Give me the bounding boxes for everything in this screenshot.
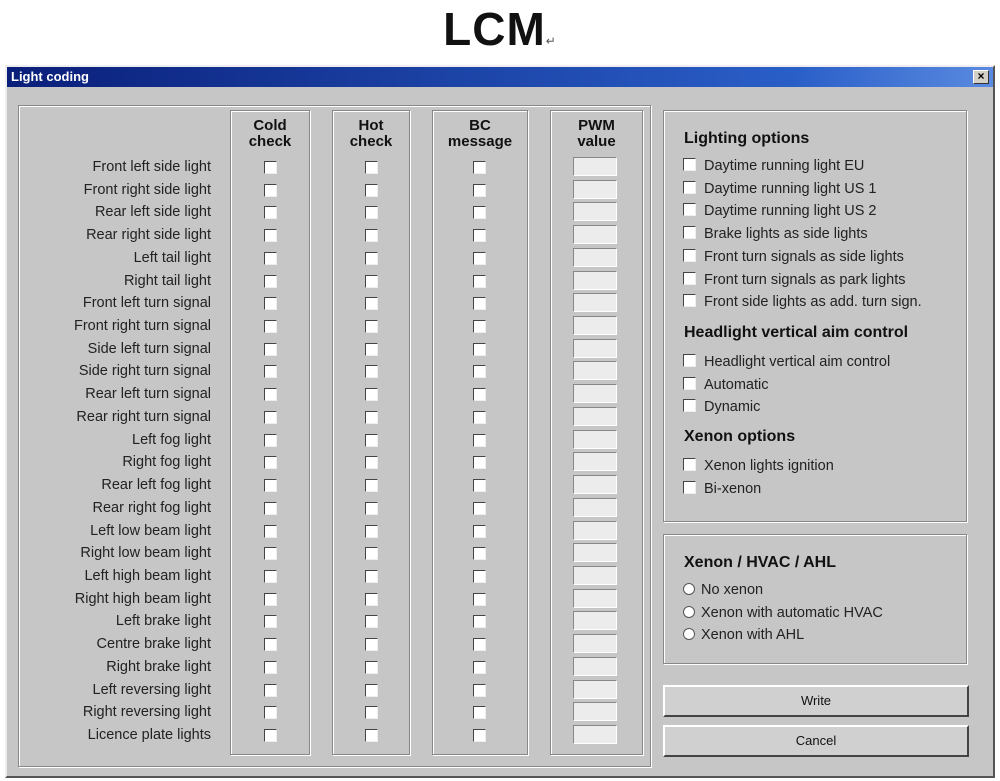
cold-check-checkbox[interactable] <box>264 570 277 583</box>
option-label: Xenon lights ignition <box>704 458 834 474</box>
write-button[interactable]: Write <box>663 685 969 717</box>
hot-check-checkbox[interactable] <box>365 638 378 651</box>
light-label: Rear left fog light <box>101 477 211 494</box>
option-label: Brake lights as side lights <box>704 226 868 243</box>
bc-message-checkbox[interactable] <box>473 456 486 469</box>
option-checkbox[interactable] <box>683 272 905 288</box>
cold-check-checkbox[interactable] <box>264 229 277 242</box>
checkbox[interactable] <box>683 203 696 216</box>
cold-check-checkbox[interactable] <box>264 525 277 538</box>
bc-message-checkbox[interactable] <box>473 434 486 447</box>
bc-message-checkbox[interactable] <box>473 411 486 424</box>
pwm-value-input[interactable] <box>573 725 617 744</box>
pwm-value-input[interactable] <box>573 475 617 494</box>
pwm-value-input[interactable] <box>573 702 617 721</box>
pwm-value-input[interactable] <box>573 521 617 540</box>
bc-message-checkbox[interactable] <box>473 320 486 333</box>
bc-message-checkbox[interactable] <box>473 252 486 265</box>
light-label: Right low beam light <box>80 545 211 562</box>
cold-check-checkbox[interactable] <box>264 502 277 515</box>
pwm-value-input[interactable] <box>573 430 617 449</box>
light-label: Left fog light <box>132 431 211 448</box>
cold-check-checkbox[interactable] <box>264 593 277 606</box>
cold-check-checkbox[interactable] <box>264 184 277 197</box>
cold-check-checkbox[interactable] <box>264 206 277 219</box>
checkbox[interactable] <box>683 181 696 194</box>
option-checkbox[interactable] <box>683 226 868 242</box>
bc-message-checkbox[interactable] <box>473 388 486 401</box>
pwm-value-input[interactable] <box>573 407 617 426</box>
light-label: Left tail light <box>133 249 211 266</box>
hot-check-checkbox[interactable] <box>365 706 378 719</box>
light-label: Side left turn signal <box>87 340 211 357</box>
title-bar <box>7 67 993 87</box>
light-label: Front left side light <box>92 159 211 175</box>
hot-check-checkbox[interactable] <box>365 525 378 538</box>
checkbox[interactable] <box>683 399 696 412</box>
option-checkbox[interactable] <box>683 249 904 265</box>
light-label: Rear right turn signal <box>76 408 211 425</box>
col-header-cold: Cold check <box>248 117 292 150</box>
hot-check-checkbox[interactable] <box>365 229 378 242</box>
option-checkbox[interactable] <box>683 481 761 497</box>
pwm-value-input[interactable] <box>573 202 617 221</box>
light-label: Right fog light <box>122 454 211 471</box>
option-label: Automatic <box>704 376 769 393</box>
cold-check-checkbox[interactable] <box>264 479 277 492</box>
bc-message-checkbox[interactable] <box>473 275 486 288</box>
pwm-value-input[interactable] <box>573 657 617 676</box>
bc-message-checkbox[interactable] <box>473 184 486 197</box>
hot-check-checkbox[interactable] <box>365 343 378 356</box>
bc-message-checkbox[interactable] <box>473 706 486 719</box>
option-label: Xenon with automatic HVAC <box>701 604 883 621</box>
headlight-title: Headlight vertical aim control <box>684 324 909 341</box>
window-title: Light coding <box>11 69 89 84</box>
cold-check-checkbox[interactable] <box>264 456 277 469</box>
page-title: LCM↵ <box>443 3 557 55</box>
pwm-value-input[interactable] <box>573 543 617 562</box>
light-label: Left high beam light <box>84 567 211 584</box>
option-label: Front side lights as add. turn sign. <box>704 294 922 311</box>
checkbox[interactable] <box>683 354 696 367</box>
checkbox[interactable] <box>683 458 696 471</box>
pwm-value-input[interactable] <box>573 180 617 199</box>
light-label: Left reversing light <box>92 681 211 698</box>
light-label: Rear right fog light <box>92 499 211 516</box>
bc-message-checkbox[interactable] <box>473 206 486 219</box>
bc-message-checkbox[interactable] <box>473 525 486 538</box>
hot-check-checkbox[interactable] <box>365 275 378 288</box>
pwm-value-input[interactable] <box>573 384 617 403</box>
cold-check-checkbox[interactable] <box>264 365 277 378</box>
hot-check-checkbox[interactable] <box>365 297 378 310</box>
hot-check-checkbox[interactable] <box>365 479 378 492</box>
option-label: No xenon <box>701 582 764 598</box>
option-checkbox[interactable] <box>683 458 834 474</box>
option-label: Dynamic <box>704 399 761 416</box>
hot-check-checkbox[interactable] <box>365 365 378 378</box>
hot-check-checkbox[interactable] <box>365 161 378 174</box>
pwm-value-input[interactable] <box>573 566 617 585</box>
hot-check-checkbox[interactable] <box>365 661 378 674</box>
cold-check-checkbox[interactable] <box>264 411 277 424</box>
bc-message-checkbox[interactable] <box>473 297 486 310</box>
option-label: Daytime running light EU <box>704 158 865 174</box>
bc-message-checkbox[interactable] <box>473 638 486 651</box>
hot-check-checkbox[interactable] <box>365 206 378 219</box>
option-label: Bi-xenon <box>704 480 762 497</box>
cold-check-checkbox[interactable] <box>264 275 277 288</box>
light-label: Rear left side light <box>94 204 211 221</box>
pwm-value-input[interactable] <box>573 248 617 267</box>
checkbox[interactable] <box>683 272 696 285</box>
bc-message-checkbox[interactable] <box>473 661 486 674</box>
hot-check-checkbox[interactable] <box>365 684 378 697</box>
hot-check-checkbox[interactable] <box>365 252 378 265</box>
hot-check-checkbox[interactable] <box>365 729 378 742</box>
light-label: Left brake light <box>115 613 211 630</box>
cold-check-checkbox[interactable] <box>264 434 277 447</box>
hot-check-checkbox[interactable] <box>365 615 378 628</box>
hot-check-checkbox[interactable] <box>365 570 378 583</box>
col-header-hot: Hot check <box>349 117 393 150</box>
cold-check-checkbox[interactable] <box>264 615 277 628</box>
xenon-options-title: Xenon options <box>684 428 796 445</box>
bc-message-checkbox[interactable] <box>473 615 486 628</box>
pwm-value-input[interactable] <box>573 157 617 176</box>
bc-message-checkbox[interactable] <box>473 593 486 606</box>
pwm-value-input[interactable] <box>573 316 617 335</box>
light-label: Right high beam light <box>74 590 211 607</box>
hot-check-checkbox[interactable] <box>365 184 378 197</box>
light-label: Front left turn signal <box>82 295 211 312</box>
hot-check-checkbox[interactable] <box>365 434 378 447</box>
option-label: Headlight vertical aim control <box>704 354 891 370</box>
pwm-value-input[interactable] <box>573 339 617 358</box>
hot-check-checkbox[interactable] <box>365 456 378 469</box>
bc-message-checkbox[interactable] <box>473 343 486 356</box>
bc-message-checkbox[interactable] <box>473 229 486 242</box>
cold-check-checkbox[interactable] <box>264 547 277 560</box>
pwm-value-input[interactable] <box>573 498 617 517</box>
option-checkbox[interactable] <box>683 203 876 219</box>
hvac-title: Xenon / HVAC / AHL <box>684 554 836 571</box>
pwm-value-input[interactable] <box>573 589 617 608</box>
pwm-value-input[interactable] <box>573 271 617 290</box>
cold-check-checkbox[interactable] <box>264 161 277 174</box>
hot-check-checkbox[interactable] <box>365 411 378 424</box>
option-checkbox[interactable] <box>683 181 876 197</box>
option-label: Xenon with AHL <box>701 627 805 644</box>
option-checkbox[interactable] <box>683 354 890 370</box>
bc-message-checkbox[interactable] <box>473 684 486 697</box>
checkbox[interactable] <box>683 377 696 390</box>
pwm-value-input[interactable] <box>573 225 617 244</box>
option-checkbox[interactable] <box>683 377 768 393</box>
cancel-button[interactable]: Cancel <box>663 725 969 757</box>
bc-message-checkbox[interactable] <box>473 547 486 560</box>
light-label: Left low beam light <box>90 522 211 539</box>
light-label: Right tail light <box>123 272 211 289</box>
hot-check-checkbox[interactable] <box>365 388 378 401</box>
light-label: Rear right side light <box>86 227 211 244</box>
close-button[interactable]: × <box>973 70 989 84</box>
cold-check-checkbox[interactable] <box>264 343 277 356</box>
cold-check-checkbox[interactable] <box>264 320 277 333</box>
lighting-options-title: Lighting options <box>684 130 810 147</box>
hot-check-checkbox[interactable] <box>365 547 378 560</box>
option-checkbox[interactable] <box>683 399 760 415</box>
light-label: Side right turn signal <box>78 363 211 380</box>
col-header-pwm: PWM value <box>577 117 616 150</box>
cold-check-checkbox[interactable] <box>264 297 277 310</box>
bc-message-checkbox[interactable] <box>473 479 486 492</box>
option-checkbox[interactable] <box>683 158 864 174</box>
light-label: Right brake light <box>106 658 211 675</box>
pwm-value-input[interactable] <box>573 611 617 630</box>
checkbox[interactable] <box>683 158 696 171</box>
checkbox[interactable] <box>683 294 696 307</box>
light-label: Licence plate lights <box>87 727 211 743</box>
pwm-value-input[interactable] <box>573 361 617 380</box>
cold-check-checkbox[interactable] <box>264 252 277 265</box>
option-label: Front turn signals as side lights <box>704 248 904 265</box>
option-checkbox[interactable] <box>683 294 922 310</box>
col-header-bc: BC message <box>447 117 513 150</box>
cold-check-checkbox[interactable] <box>264 729 277 742</box>
hot-check-checkbox[interactable] <box>365 320 378 333</box>
cold-check-checkbox[interactable] <box>264 638 277 651</box>
checkbox[interactable] <box>683 481 696 494</box>
cold-check-checkbox[interactable] <box>264 388 277 401</box>
bc-message-checkbox[interactable] <box>473 570 486 583</box>
hot-check-checkbox[interactable] <box>365 593 378 606</box>
pwm-value-input[interactable] <box>573 452 617 471</box>
light-label: Front right turn signal <box>73 318 211 335</box>
bc-message-checkbox[interactable] <box>473 729 486 742</box>
hot-check-checkbox[interactable] <box>365 502 378 515</box>
pwm-value-input[interactable] <box>573 634 617 653</box>
cold-check-checkbox[interactable] <box>264 706 277 719</box>
pwm-value-input[interactable] <box>573 293 617 312</box>
option-label: Daytime running light US 2 <box>704 203 877 220</box>
light-coding-window <box>5 65 995 778</box>
bc-message-checkbox[interactable] <box>473 365 486 378</box>
cold-check-checkbox[interactable] <box>264 684 277 697</box>
cold-check-checkbox[interactable] <box>264 661 277 674</box>
light-label: Centre brake light <box>96 636 211 653</box>
light-label: Front right side light <box>83 181 211 198</box>
bc-message-checkbox[interactable] <box>473 161 486 174</box>
pwm-value-input[interactable] <box>573 680 617 699</box>
checkbox[interactable] <box>683 249 696 262</box>
checkbox[interactable] <box>683 226 696 239</box>
option-label: Daytime running light US 1 <box>704 180 877 197</box>
option-label: Front turn signals as park lights <box>704 271 906 288</box>
light-label: Right reversing light <box>82 704 211 721</box>
light-label: Rear left turn signal <box>85 386 211 403</box>
bc-message-checkbox[interactable] <box>473 502 486 515</box>
